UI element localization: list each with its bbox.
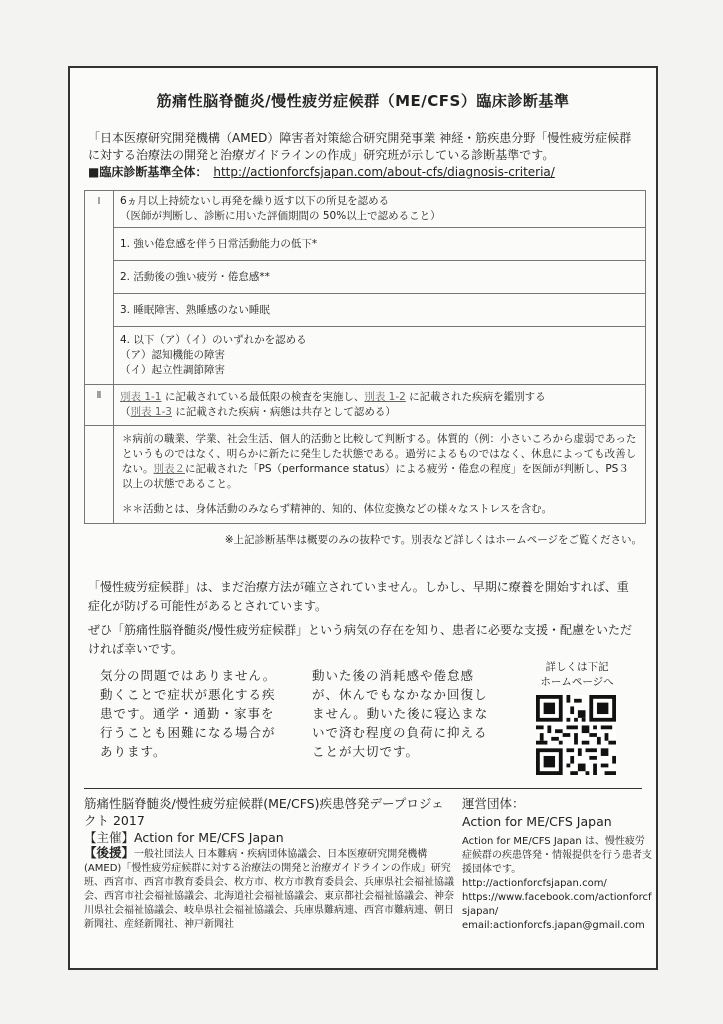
organizer: 【主催】Action for ME/CFS Japan: [84, 830, 284, 845]
table-1-3-link[interactable]: 別表 1-3: [130, 406, 172, 418]
criterion-3: 3. 睡眠障害、熟睡感のない睡眠: [114, 294, 646, 327]
criterion-4b: （イ）起立性調節障害: [120, 364, 225, 376]
footer-sponsors: [84, 795, 454, 932]
facebook-link[interactable]: https://www.facebook.com/actionforcfsjapan/: [462, 892, 652, 917]
event-name: 筋痛性脳脊髄炎/慢性疲労症候群(ME/CFS)疾患啓発デープロジェクト 2017: [84, 796, 444, 828]
supporters: [84, 846, 454, 932]
section-2-content: [114, 385, 646, 426]
intro-text: 「日本医療研究開発機構（AMED）障害者対策総合研究開発事業 神経・筋疾患分野「慢性疲労症候群に対する治療法の開発と治療ガイドラインの作成」研究班が示している診断基準です。: [88, 131, 632, 162]
email-link[interactable]: email:actionforcfs.japan@gmail.com: [462, 920, 645, 931]
supporters-label: 【後援】: [84, 845, 135, 860]
operator-heading: 運営団体：: [462, 796, 525, 811]
criterion-4: [114, 327, 646, 385]
section-1-header: [114, 191, 646, 228]
criterion-4-text: 4. 以下（ア）（イ）のいずれかを認める: [120, 334, 307, 346]
criteria-table: [84, 190, 646, 524]
operator-name: Action for ME/CFS Japan: [462, 814, 612, 829]
website-link[interactable]: http://actionforcfsjapan.com/: [462, 878, 607, 889]
summary-note: ※上記診断基準は概要のみの抜粋です。別表など詳しくはホームページをご覧ください。: [224, 534, 642, 546]
qr-code-icon[interactable]: [536, 695, 616, 775]
intro-block: [88, 130, 642, 181]
criteria-link-label: ■臨床診断基準全体：: [88, 165, 208, 179]
footnote-1: ＊病前の職業、学業、社会生活、個人的活動と比較して判断する。体質的（例：小さいころから虚弱であったというものではなく、明らかに新たに発生した状態である。過労によるものではなく、休息によっても改善しない。別表２に記載された「PS（performance status）による疲労・倦怠の程度」を医師が判断し、PS３以上の状態であること。: [122, 433, 637, 490]
section-1-number: Ⅰ: [85, 191, 114, 385]
qr-caption: 詳しくは下記 ホームページへ: [540, 661, 614, 688]
paragraph-2: ぜひ「筋痛性脳脊髄炎/慢性疲労症候群」という病気の存在を知り、患者に必要な支援・配慮をいただければ幸いです。: [88, 623, 633, 656]
column-1-text: 気分の問題ではありません。動くことで症状が悪化する疾患です。通学・通勤・家事を行うことも困難になる場合があります。: [100, 668, 277, 759]
section-1-subtext: （医師が判断し、診断に用いた評価期間の 50%以上で認めること）: [120, 210, 441, 222]
criterion-2: 2. 活動後の強い疲労・倦怠感**: [114, 261, 646, 294]
column-2-text: 動いた後の消耗感や倦怠感が、休んでもなかなか回復しません。動いた後に寝込まないで済む程度の負荷に抑えることが大切です。: [312, 668, 489, 759]
table-1-2-link[interactable]: 別表 1-2: [364, 391, 406, 403]
supporters-text: 一般社団法人 日本難病・疾病団体協議会、日本医療研究開発機構(AMED)「慢性疲労症候群に対する治療法の開発と治療ガイドラインの作成」研究班、西宮市、西宮市教育委員会、枚方市、枚方市教育委員会、兵庫県社会福祉協議会、西宮市社会福祉協議会、北海道社会福祉協議会、東京都社会福祉協議会、神奈川県社会福祉協議会、岐阜県社会福祉協議会、兵庫県難病連、西宮市難病連、朝日新聞社、産経新聞社、神戸新聞社: [84, 849, 454, 930]
page-title: 筋痛性脳脊髄炎/慢性疲労症候群（ME/CFS）臨床診断基準: [156, 92, 570, 110]
operator-description: Action for ME/CFS Japan は、慢性疲労症候群の疾患啓発・情報提供を行う患者支援団体です。: [462, 836, 652, 875]
criteria-link[interactable]: http://actionforcfsjapan.com/about-cfs/diagnosis-criteria/: [213, 165, 555, 179]
table-2-link[interactable]: 別表２: [153, 463, 185, 475]
section-2-line-2: （別表 1-3 に記載された疾病・病態は共存として認める）: [120, 406, 396, 418]
footer-divider: [84, 788, 642, 789]
section-2-number: Ⅱ: [85, 385, 114, 426]
flyer-frame: [68, 66, 658, 970]
footnote-2: ＊＊活動とは、身体活動のみならず精神的、知的、体位変換などの様々なストレスを含む。: [122, 503, 553, 515]
paragraph-1: 「慢性疲労症候群」は、まだ治療方法が確立されていません。しかし、早期に療養を開始すれば、重症化が防げる可能性があるとされています。: [88, 580, 629, 613]
footnote-spacer: [85, 426, 114, 524]
footnotes: [114, 426, 646, 524]
criterion-1: 1. 強い倦怠感を伴う日常活動能力の低下*: [114, 228, 646, 261]
section-1-text: 6ヵ月以上持続ないし再発を繰り返す以下の所見を認める: [120, 195, 390, 207]
footer-operator: [462, 795, 652, 933]
criteria-link-row: [88, 164, 642, 181]
section-2-line-1: 別表 1-1 に記載されている最低限の検査を実施し、別表 1-2 に記載された疾病を鑑別する: [120, 391, 546, 403]
table-1-1-link[interactable]: 別表 1-1: [120, 391, 162, 403]
criterion-4a: （ア）認知機能の障害: [120, 349, 225, 361]
